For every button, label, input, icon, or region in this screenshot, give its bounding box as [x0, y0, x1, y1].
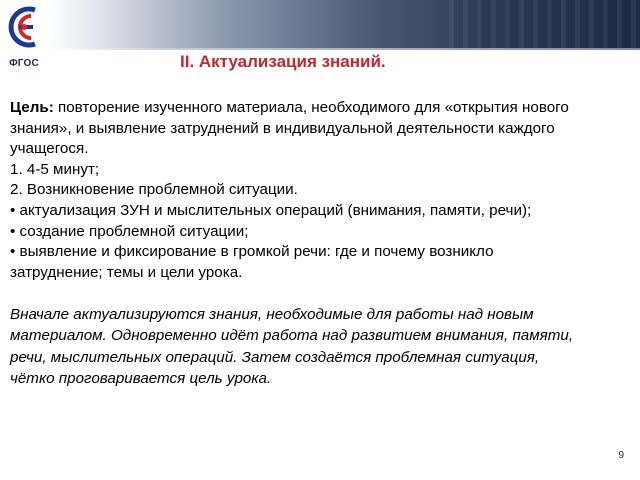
fgos-logo-graphic — [2, 2, 46, 52]
goal-label: Цель: — [10, 99, 54, 116]
goal-paragraph — [10, 98, 585, 160]
logo-label: ФГОС — [9, 58, 39, 69]
fgos-logo-icon — [2, 2, 46, 52]
slide-title: II. Актуализация знаний. — [180, 52, 386, 71]
list-item: • актуализация ЗУН и мыслительных операций (внимания, памяти, речи); — [10, 201, 532, 219]
list-item: 1. 4-5 минут; — [10, 160, 100, 178]
italic-paragraph: Вначале актуализируются знания, необходимые для работы над новым материалом. Одновременно идёт работа над развитием внимания, памяти, речи, мыслительных операций. Затем создаётся проблемная ситуация, чётко проговаривается цель урока. — [10, 305, 574, 388]
header-divider — [48, 48, 640, 50]
goal-text: повторение изученного материала, необходимого для «открытия нового знания», и выявление затруднений в индивидуальной деятельности каждого учащегося. — [10, 99, 569, 158]
header-bar — [48, 0, 640, 48]
list-item: • создание проблемной ситуации; — [10, 222, 249, 240]
slide-content — [10, 98, 585, 390]
spacer — [10, 283, 585, 304]
header-stripes — [440, 0, 640, 48]
list-item: • выявление и фиксирование в громкой речи: где и почему возникло затруднение; темы и цели урока. — [10, 243, 494, 281]
page-number: 9 — [618, 450, 624, 461]
list-item: 2. Возникновение проблемной ситуации. — [10, 181, 298, 199]
